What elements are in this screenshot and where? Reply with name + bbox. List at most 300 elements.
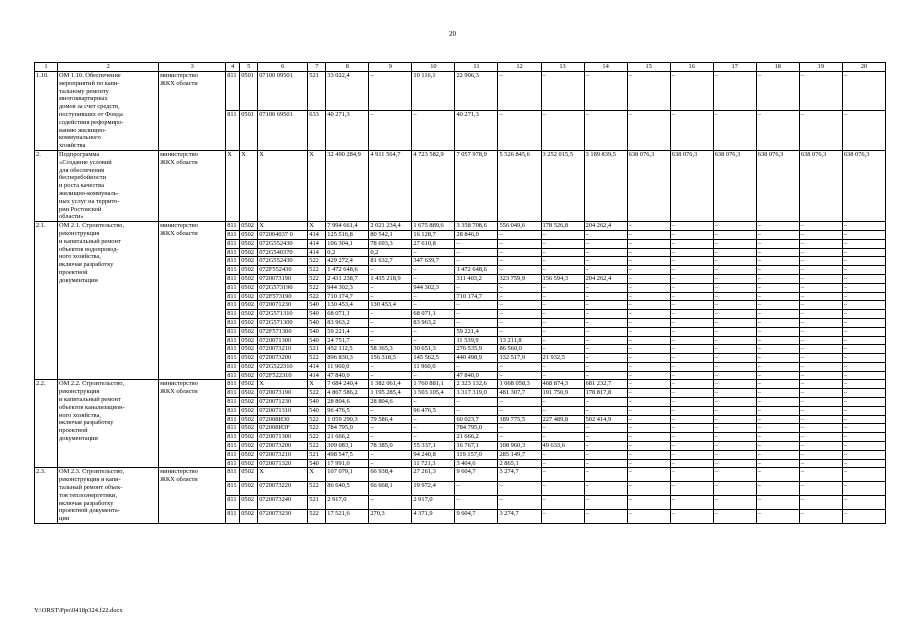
responsible-cell: министерство ЖКХ области <box>159 150 226 221</box>
value-cell: – <box>799 266 842 275</box>
value-cell: – <box>713 459 756 468</box>
value-cell: 13 211,8 <box>498 336 541 345</box>
value-cell: – <box>670 72 713 111</box>
value-cell: 132 517,9 <box>498 354 541 363</box>
value-cell: – <box>369 72 412 111</box>
value-cell: 638 076,3 <box>713 150 756 221</box>
value-cell: – <box>756 362 799 371</box>
value-cell: – <box>584 248 627 257</box>
value-cell: – <box>799 336 842 345</box>
value-cell: – <box>756 380 799 389</box>
value-cell: – <box>713 482 756 496</box>
column-number-cell: 14 <box>584 63 627 72</box>
item-number-cell: 2. <box>35 150 58 221</box>
value-cell: – <box>369 433 412 442</box>
value-cell: – <box>584 283 627 292</box>
value-cell: – <box>713 327 756 336</box>
value-cell: 30 651,3 <box>412 345 455 354</box>
column-number-cell: 5 <box>240 63 258 72</box>
value-cell: – <box>541 310 584 319</box>
value-cell: – <box>799 72 842 111</box>
value-cell: – <box>541 406 584 415</box>
value-cell: – <box>627 274 670 283</box>
value-cell: 0720073210 <box>258 450 308 459</box>
value-cell: 811 <box>226 406 240 415</box>
value-cell: – <box>412 274 455 283</box>
value-cell: – <box>799 257 842 266</box>
value-cell: – <box>369 496 412 510</box>
value-cell: 33 022,4 <box>326 72 369 111</box>
value-cell: – <box>541 468 584 482</box>
table-row <box>35 72 886 111</box>
value-cell: 072F573190 <box>258 292 308 301</box>
column-number-cell: 19 <box>799 63 842 72</box>
value-cell: 944 302,3 <box>326 283 369 292</box>
responsible-cell: министерство ЖКХ области <box>159 222 226 380</box>
value-cell: – <box>369 371 412 380</box>
value-cell: – <box>670 510 713 524</box>
value-cell: 811 <box>226 292 240 301</box>
value-cell: – <box>584 257 627 266</box>
value-cell: 498 547,5 <box>326 450 369 459</box>
value-cell: – <box>369 336 412 345</box>
value-cell: 32 490 284,9 <box>326 150 369 221</box>
value-cell: 811 <box>226 283 240 292</box>
value-cell: – <box>713 318 756 327</box>
value-cell: – <box>369 406 412 415</box>
value-cell: – <box>756 327 799 336</box>
value-cell: – <box>541 482 584 496</box>
value-cell: 072G571300 <box>258 318 308 327</box>
value-cell: – <box>627 239 670 248</box>
value-cell: 16 767,1 <box>455 442 498 451</box>
item-number-cell: 2.2. <box>35 380 58 468</box>
value-cell: 0502 <box>240 398 258 407</box>
value-cell: – <box>627 415 670 424</box>
value-cell: 21 932,5 <box>541 354 584 363</box>
value-cell: – <box>799 230 842 239</box>
value-cell: – <box>584 301 627 310</box>
value-cell: – <box>713 415 756 424</box>
value-cell: – <box>584 230 627 239</box>
value-cell: – <box>369 111 412 150</box>
value-cell: – <box>756 248 799 257</box>
value-cell: – <box>799 482 842 496</box>
value-cell: 440 498,9 <box>455 354 498 363</box>
value-cell: 0502 <box>240 380 258 389</box>
value-cell: 0502 <box>240 274 258 283</box>
value-cell: 811 <box>226 450 240 459</box>
column-number-cell: 9 <box>369 63 412 72</box>
value-cell: – <box>498 301 541 310</box>
value-cell: 0502 <box>240 496 258 510</box>
value-cell: 66 668,1 <box>369 482 412 496</box>
value-cell: 130 453,4 <box>326 301 369 310</box>
value-cell: 7 994 661,4 <box>326 222 369 231</box>
value-cell: – <box>842 450 885 459</box>
value-cell: 944 302,3 <box>412 283 455 292</box>
value-cell: 0502 <box>240 310 258 319</box>
value-cell: 0720073190 <box>258 274 308 283</box>
value-cell: – <box>627 310 670 319</box>
value-cell: 347 639,7 <box>412 257 455 266</box>
value-cell: 811 <box>226 468 240 482</box>
value-cell: – <box>799 371 842 380</box>
value-cell: 811 <box>226 362 240 371</box>
value-cell: – <box>756 283 799 292</box>
value-cell: – <box>799 111 842 150</box>
value-cell: – <box>670 301 713 310</box>
value-cell: – <box>627 345 670 354</box>
value-cell: – <box>498 72 541 111</box>
value-cell: – <box>842 389 885 398</box>
page-number: 20 <box>449 30 456 38</box>
value-cell: 452 112,5 <box>326 345 369 354</box>
value-cell: 811 <box>226 510 240 524</box>
value-cell: – <box>670 415 713 424</box>
value-cell: 276 535,9 <box>455 345 498 354</box>
value-cell: – <box>799 389 842 398</box>
value-cell: – <box>670 406 713 415</box>
value-cell: – <box>670 292 713 301</box>
value-cell: – <box>842 310 885 319</box>
value-cell: – <box>498 283 541 292</box>
value-cell: – <box>584 292 627 301</box>
value-cell: – <box>842 318 885 327</box>
value-cell: 4 723 582,9 <box>412 150 455 221</box>
value-cell: 108 960,3 <box>498 442 541 451</box>
value-cell: 28 804,6 <box>369 398 412 407</box>
value-cell: – <box>756 274 799 283</box>
value-cell: 1 195 285,4 <box>369 389 412 398</box>
value-cell: 0502 <box>240 433 258 442</box>
value-cell: – <box>713 442 756 451</box>
value-cell: – <box>455 257 498 266</box>
value-cell: 522 <box>308 510 326 524</box>
value-cell: 1 382 061,4 <box>369 380 412 389</box>
value-cell: 107 079,1 <box>326 468 369 482</box>
value-cell: – <box>541 301 584 310</box>
value-cell: – <box>584 424 627 433</box>
value-cell: – <box>541 450 584 459</box>
responsible-cell: министерство ЖКХ области <box>159 380 226 468</box>
value-cell: 49 633,6 <box>541 442 584 451</box>
value-cell: 0502 <box>240 283 258 292</box>
value-cell: 0502 <box>240 239 258 248</box>
value-cell: – <box>541 266 584 275</box>
value-cell: – <box>670 345 713 354</box>
value-cell: – <box>842 482 885 496</box>
value-cell: – <box>412 398 455 407</box>
value-cell: 27 261,3 <box>412 468 455 482</box>
value-cell: 0502 <box>240 415 258 424</box>
value-cell: – <box>584 354 627 363</box>
value-cell: 521 <box>308 450 326 459</box>
value-cell: 811 <box>226 310 240 319</box>
value-cell: – <box>369 450 412 459</box>
value-cell: 540 <box>308 301 326 310</box>
column-number-cell: 8 <box>326 63 369 72</box>
value-cell: – <box>799 450 842 459</box>
column-number-cell: 16 <box>670 63 713 72</box>
value-cell: – <box>498 398 541 407</box>
value-cell: – <box>713 274 756 283</box>
value-cell: – <box>670 482 713 496</box>
value-cell: 638 076,3 <box>799 150 842 221</box>
value-cell: Х <box>308 380 326 389</box>
value-cell: – <box>756 230 799 239</box>
value-cell: 896 830,3 <box>326 354 369 363</box>
value-cell: – <box>498 230 541 239</box>
value-cell: – <box>541 257 584 266</box>
value-cell: – <box>756 257 799 266</box>
value-cell: – <box>627 389 670 398</box>
value-cell: 502 414,9 <box>584 415 627 424</box>
value-cell: – <box>842 424 885 433</box>
value-cell: Х <box>258 380 308 389</box>
value-cell: 47 840,0 <box>326 371 369 380</box>
value-cell: – <box>756 468 799 482</box>
value-cell: – <box>756 345 799 354</box>
value-cell: – <box>369 310 412 319</box>
value-cell: 189 775,5 <box>498 415 541 424</box>
value-cell: – <box>756 424 799 433</box>
value-cell: 556 049,6 <box>498 222 541 231</box>
value-cell: 522 <box>308 442 326 451</box>
value-cell: – <box>584 266 627 275</box>
value-cell: – <box>842 398 885 407</box>
value-cell: – <box>670 318 713 327</box>
value-cell: – <box>842 354 885 363</box>
column-number-cell: 13 <box>541 63 584 72</box>
value-cell: 784 795,0 <box>326 424 369 433</box>
value-cell: – <box>756 389 799 398</box>
value-cell: – <box>756 301 799 310</box>
value-cell: – <box>498 257 541 266</box>
value-cell: 811 <box>226 248 240 257</box>
value-cell: 66 938,4 <box>369 468 412 482</box>
value-cell: 309 083,1 <box>326 442 369 451</box>
item-name-cell: Подпрограмма «Создание условий для обеспечения бесперебойности и роста качества жилищно-коммуналь- ных услуг на террито- рии Ростовской области» <box>58 150 159 221</box>
value-cell: 11 721,3 <box>412 459 455 468</box>
value-cell: 0502 <box>240 510 258 524</box>
value-cell: 811 <box>226 318 240 327</box>
value-cell: Х <box>258 468 308 482</box>
value-cell: 59 221,4 <box>326 327 369 336</box>
value-cell: – <box>455 301 498 310</box>
value-cell: 0720073210 <box>258 345 308 354</box>
value-cell: 540 <box>308 327 326 336</box>
value-cell: 0502 <box>240 222 258 231</box>
value-cell: – <box>627 380 670 389</box>
value-cell: 7 057 978,9 <box>455 150 498 221</box>
value-cell: – <box>584 111 627 150</box>
value-cell: Х <box>308 150 326 221</box>
value-cell: – <box>799 222 842 231</box>
value-cell: 414 <box>308 371 326 380</box>
value-cell: 96 476,5 <box>326 406 369 415</box>
value-cell: – <box>842 406 885 415</box>
value-cell: 638 076,3 <box>756 150 799 221</box>
value-cell: 811 <box>226 433 240 442</box>
value-cell: – <box>627 230 670 239</box>
value-cell: – <box>799 398 842 407</box>
value-cell: 072G573190 <box>258 283 308 292</box>
value-cell: 1 760 881,1 <box>412 380 455 389</box>
value-cell: 429 272,4 <box>326 257 369 266</box>
value-cell: – <box>584 318 627 327</box>
value-cell: – <box>455 496 498 510</box>
value-cell: 0502 <box>240 345 258 354</box>
value-cell: 072G522310 <box>258 362 308 371</box>
value-cell: – <box>455 248 498 257</box>
value-cell: – <box>842 510 885 524</box>
value-cell: 710 174,7 <box>326 292 369 301</box>
value-cell: – <box>541 510 584 524</box>
value-cell: 414 <box>308 239 326 248</box>
value-cell: – <box>799 362 842 371</box>
value-cell: 79 586,4 <box>369 415 412 424</box>
value-cell: 0,2 <box>326 248 369 257</box>
value-cell: 60 023,7 <box>455 415 498 424</box>
value-cell: – <box>412 292 455 301</box>
value-cell: – <box>799 292 842 301</box>
column-number-cell: 18 <box>756 63 799 72</box>
value-cell: – <box>670 266 713 275</box>
value-cell: – <box>842 111 885 150</box>
value-cell: – <box>541 283 584 292</box>
value-cell: – <box>842 283 885 292</box>
value-cell: – <box>713 345 756 354</box>
value-cell: – <box>455 406 498 415</box>
value-cell: – <box>799 468 842 482</box>
value-cell: 0502 <box>240 450 258 459</box>
value-cell: 1 059 290,3 <box>326 415 369 424</box>
value-cell: 81 632,7 <box>369 257 412 266</box>
value-cell: – <box>670 496 713 510</box>
value-cell: – <box>541 239 584 248</box>
value-cell: – <box>498 318 541 327</box>
value-cell: 072G552430 <box>258 239 308 248</box>
value-cell: 204 262,4 <box>584 274 627 283</box>
value-cell: 072F571300 <box>258 327 308 336</box>
value-cell: 96 476,5 <box>412 406 455 415</box>
value-cell: – <box>670 459 713 468</box>
value-cell: – <box>713 354 756 363</box>
column-number-cell: 20 <box>842 63 885 72</box>
value-cell: – <box>799 239 842 248</box>
value-cell: – <box>584 310 627 319</box>
responsible-cell: министерство ЖКХ области <box>159 72 226 151</box>
value-cell: 710 174,7 <box>455 292 498 301</box>
value-cell: 633 <box>308 111 326 150</box>
item-name-cell: ОМ 2.2. Строительство, реконструкция и капитальный ремонт объектов канализацион- ного хозяйства, включая разработку проектной документации <box>58 380 159 468</box>
value-cell: 0502 <box>240 424 258 433</box>
value-cell: – <box>756 111 799 150</box>
value-cell: – <box>412 248 455 257</box>
value-cell: – <box>498 482 541 496</box>
value-cell: 3 274,7 <box>498 468 541 482</box>
value-cell: – <box>369 266 412 275</box>
value-cell: – <box>799 318 842 327</box>
value-cell: 7 684 240,4 <box>326 380 369 389</box>
value-cell: – <box>541 336 584 345</box>
budget-table <box>34 62 886 524</box>
value-cell: – <box>799 415 842 424</box>
value-cell: – <box>842 371 885 380</box>
value-cell: 40 271,3 <box>455 111 498 150</box>
value-cell: – <box>455 318 498 327</box>
value-cell: – <box>670 310 713 319</box>
value-cell: 1 472 648,6 <box>326 266 369 275</box>
value-cell: – <box>627 468 670 482</box>
value-cell: 811 <box>226 442 240 451</box>
value-cell: – <box>713 301 756 310</box>
value-cell: 0502 <box>240 362 258 371</box>
value-cell: 522 <box>308 266 326 275</box>
value-cell: – <box>799 424 842 433</box>
value-cell: 0502 <box>240 354 258 363</box>
value-cell: – <box>541 292 584 301</box>
value-cell: – <box>842 415 885 424</box>
value-cell: 522 <box>308 424 326 433</box>
value-cell: 178 817,8 <box>584 389 627 398</box>
value-cell: – <box>412 111 455 150</box>
item-number-cell: 2.3. <box>35 468 58 524</box>
value-cell: 16 128,7 <box>412 230 455 239</box>
table-row <box>35 468 886 482</box>
value-cell: 072F522310 <box>258 371 308 380</box>
column-number-cell: 1 <box>35 63 58 72</box>
value-cell: – <box>541 111 584 150</box>
value-cell: – <box>412 327 455 336</box>
value-cell: 07100 69501 <box>258 111 308 150</box>
value-cell: 811 <box>226 336 240 345</box>
value-cell: 68 071,1 <box>326 310 369 319</box>
value-cell: 0720071300 <box>258 433 308 442</box>
responsible-cell: министерство ЖКХ области <box>159 468 226 524</box>
value-cell: – <box>842 468 885 482</box>
value-cell: – <box>455 283 498 292</box>
value-cell: 072G552430 <box>258 257 308 266</box>
value-cell: 28 804,6 <box>326 398 369 407</box>
value-cell: 522 <box>308 482 326 496</box>
value-cell: – <box>842 345 885 354</box>
value-cell: 0502 <box>240 248 258 257</box>
value-cell: 811 <box>226 72 240 111</box>
value-cell: 811 <box>226 424 240 433</box>
value-cell: 0720071300 <box>258 336 308 345</box>
value-cell: 0502 <box>240 389 258 398</box>
value-cell: – <box>670 389 713 398</box>
value-cell: 1 068 058,3 <box>498 380 541 389</box>
value-cell: – <box>455 398 498 407</box>
value-cell: 414 <box>308 248 326 257</box>
value-cell: – <box>713 380 756 389</box>
value-cell: 0502 <box>240 327 258 336</box>
value-cell: 191 750,9 <box>541 389 584 398</box>
value-cell: 145 562,5 <box>412 354 455 363</box>
value-cell: – <box>799 354 842 363</box>
value-cell: 11 960,0 <box>326 362 369 371</box>
value-cell: 3 189 839,5 <box>584 150 627 221</box>
value-cell: – <box>498 266 541 275</box>
value-cell: 0501 <box>240 111 258 150</box>
value-cell: 27 610,8 <box>412 239 455 248</box>
value-cell: – <box>498 406 541 415</box>
value-cell: 0720073220 <box>258 482 308 496</box>
value-cell: Х <box>308 222 326 231</box>
